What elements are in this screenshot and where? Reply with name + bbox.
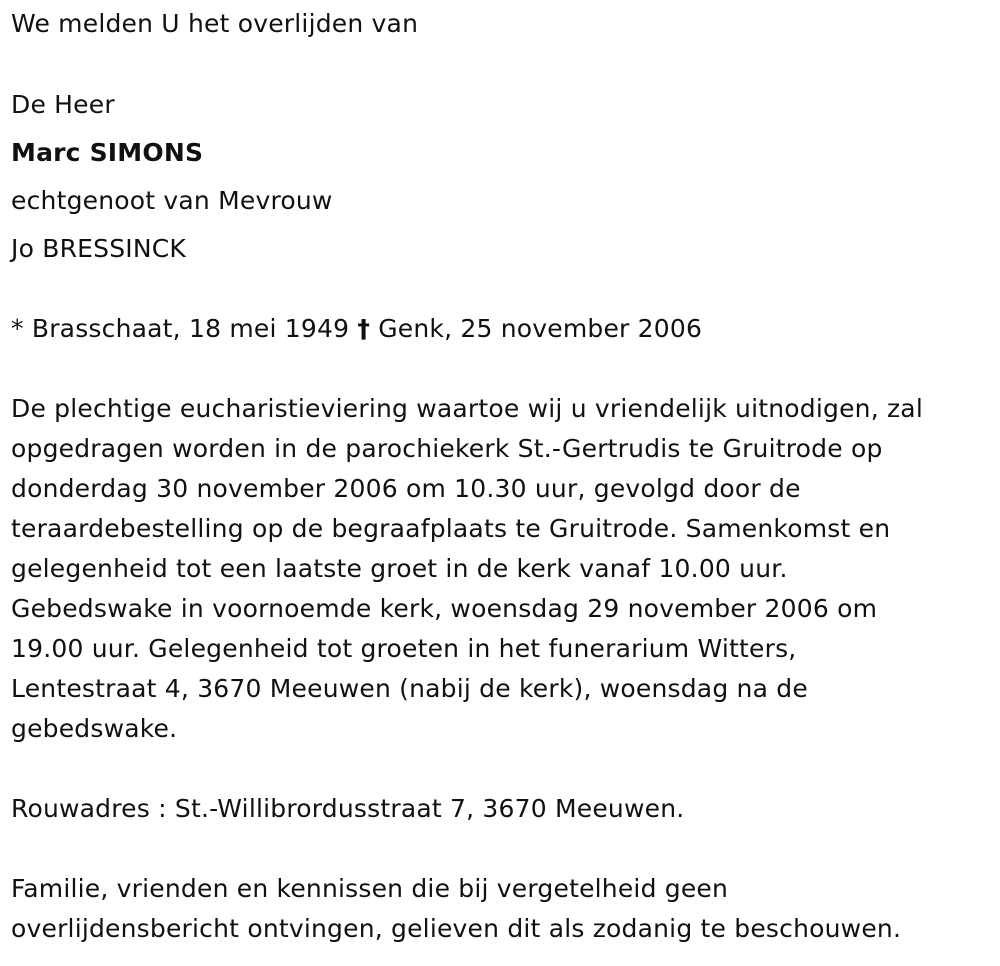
ceremony-line: donderdag 30 november 2006 om 10.30 uur, gevolgd door de: [11, 474, 801, 503]
ceremony-line: teraardebestelling op de begraafplaats te Gruitrode. Samenkomst en: [11, 514, 891, 543]
cross-icon: †: [357, 314, 371, 343]
death-date: Genk, 25 november 2006: [378, 314, 703, 343]
deceased-name: Marc SIMONS: [11, 138, 204, 167]
spouse-label: echtgenoot van Mevrouw: [11, 186, 333, 215]
ceremony-line: Gebedswake in voornoemde kerk, woensdag 29 november 2006 om: [11, 594, 878, 623]
ceremony-line: gebedswake.: [11, 714, 178, 743]
dates-line: [11, 309, 702, 349]
spouse-name: Jo BRESSINCK: [11, 234, 186, 263]
honorific-title: De Heer: [11, 90, 115, 119]
closing-line: overlijdensbericht ontvingen, gelieven dit als zodanig te beschouwen.: [11, 914, 902, 943]
intro-text: We melden U het overlijden van: [11, 9, 419, 38]
ceremony-line: Lentestraat 4, 3670 Meeuwen (nabij de kerk), woensdag na de: [11, 674, 808, 703]
mourning-address: Rouwadres : St.-Willibrordusstraat 7, 3670 Meeuwen.: [11, 794, 685, 823]
ceremony-line: 19.00 uur. Gelegenheid tot groeten in het funerarium Witters,: [11, 634, 797, 663]
ceremony-line: opgedragen worden in de parochiekerk St.-Gertrudis te Gruitrode op: [11, 434, 883, 463]
closing-line: Familie, vrienden en kennissen die bij vergetelheid geen: [11, 874, 729, 903]
ceremony-line: De plechtige eucharistieviering waartoe wij u vriendelijk uitnodigen, zal: [11, 394, 923, 423]
birth-date: * Brasschaat, 18 mei 1949: [11, 314, 350, 343]
ceremony-line: gelegenheid tot een laatste groet in de kerk vanaf 10.00 uur.: [11, 554, 788, 583]
